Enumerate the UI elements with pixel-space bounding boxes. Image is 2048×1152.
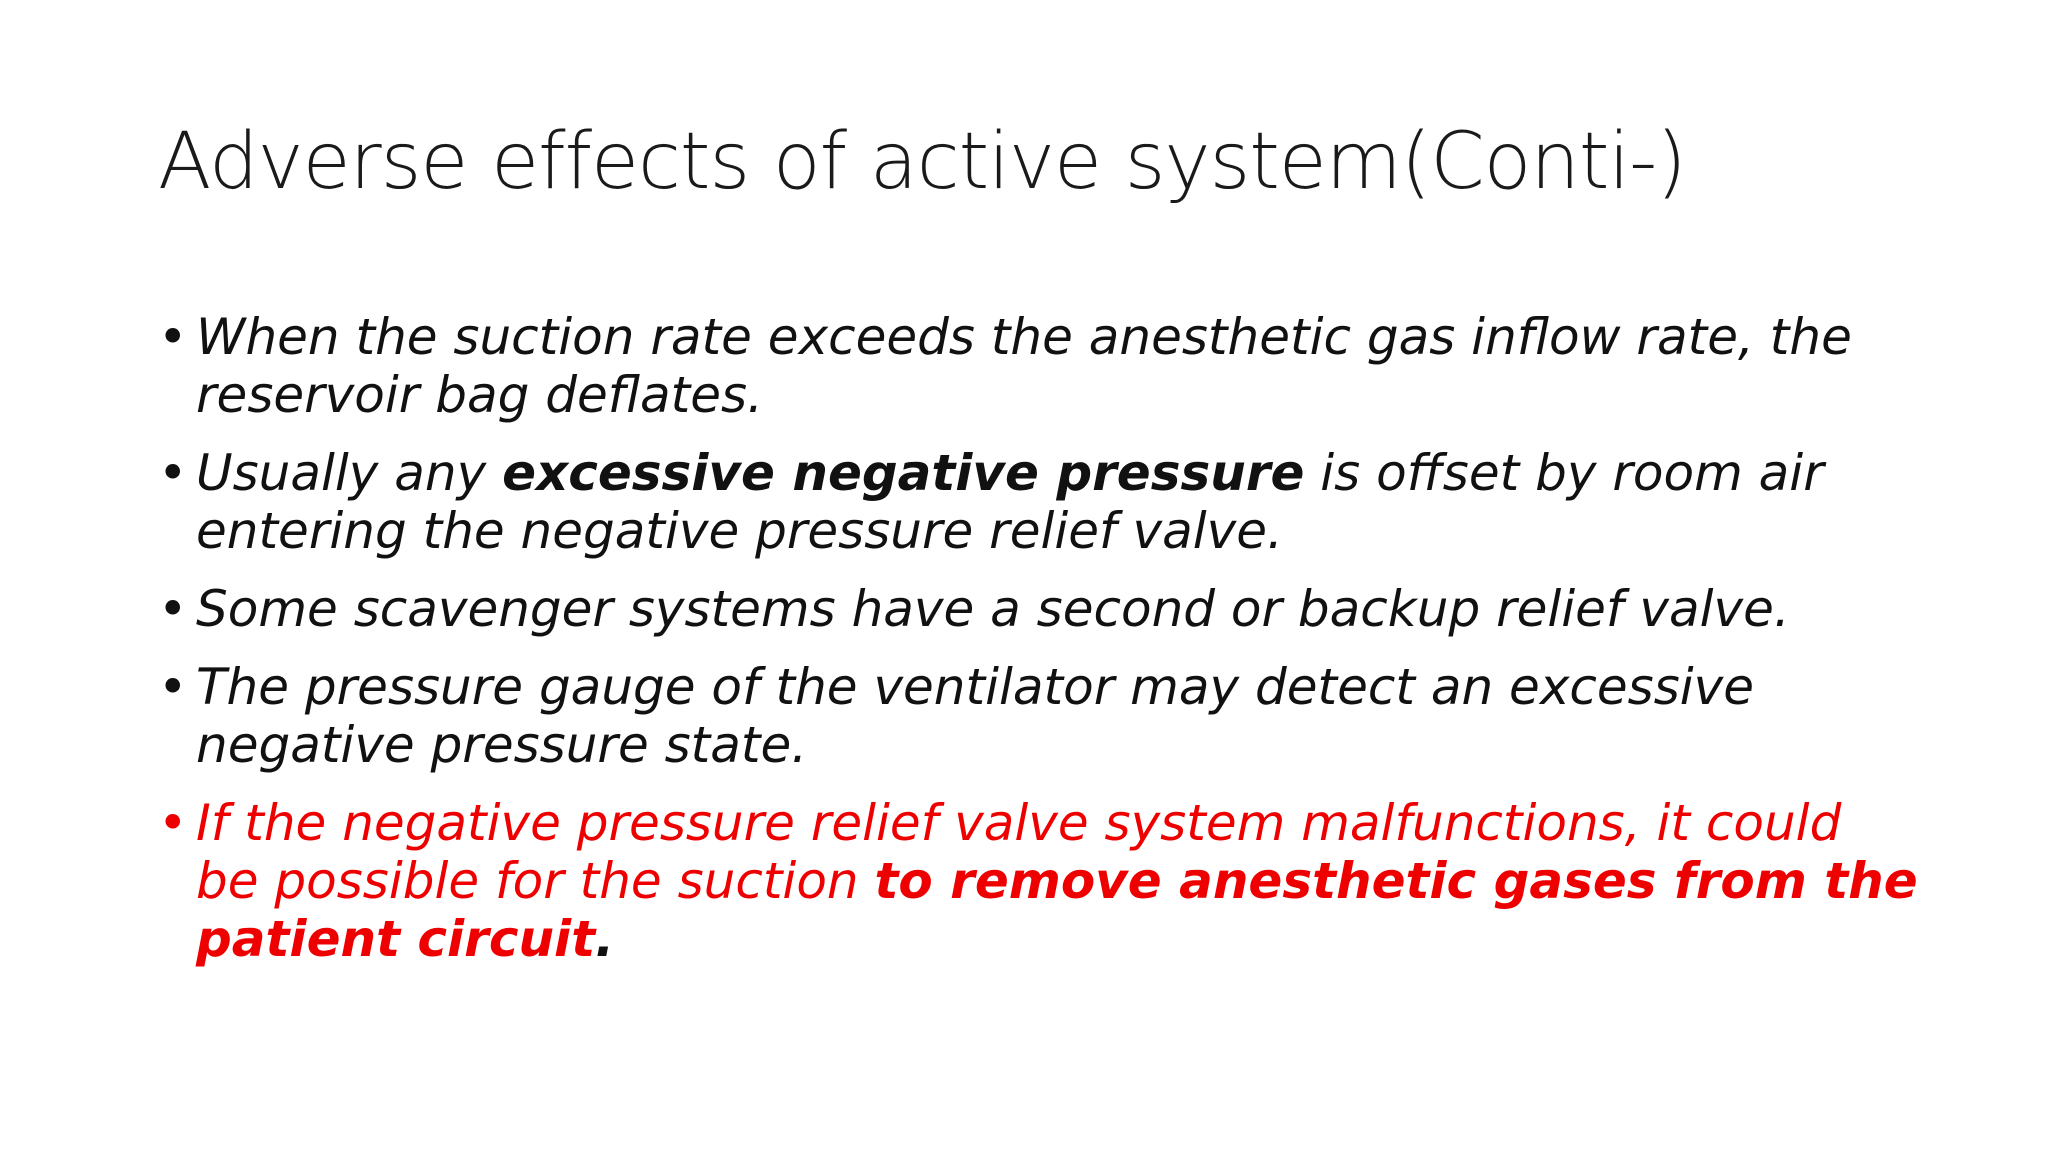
bullet-marker: •: [158, 308, 188, 366]
bullet-text-emphasis: to remove anesthetic gases from the patient circuit: [196, 852, 1918, 968]
bullet-marker: •: [158, 658, 188, 716]
bullet-item-malfunction-warning: [158, 794, 1918, 968]
bullet-text-emphasis: excessive negative pressure: [502, 444, 1305, 502]
bullet-text: The pressure gauge of the ventilator may detect an excessive negative pressure state.: [196, 658, 1755, 774]
bullet-text-after: is offset by room air entering the negative pressure relief valve.: [196, 444, 1824, 560]
bullet-end-punctuation: .: [595, 910, 615, 968]
bullet-item-suction-rate: [158, 308, 1918, 424]
bullet-marker: •: [158, 580, 188, 638]
bullet-item-negative-pressure: [158, 444, 1918, 560]
slide-title: Adverse effects of active system(Conti-): [158, 117, 1686, 207]
bullet-text: Some scavenger systems have a second or backup relief valve.: [196, 580, 1790, 638]
bullet-text-before: Usually any: [196, 444, 503, 502]
bullet-item-backup-valve: [158, 580, 1918, 638]
bullet-item-pressure-gauge: [158, 658, 1918, 774]
bullet-list: [158, 308, 1918, 988]
bullet-text: When the suction rate exceeds the anesthetic gas inflow rate, the reservoir bag deflates.: [196, 308, 1852, 424]
bullet-marker: •: [158, 794, 188, 852]
bullet-marker: •: [158, 444, 188, 502]
bullet-text-before: If the negative pressure relief valve system malfunctions, it could be possible for the suction: [196, 794, 1842, 910]
